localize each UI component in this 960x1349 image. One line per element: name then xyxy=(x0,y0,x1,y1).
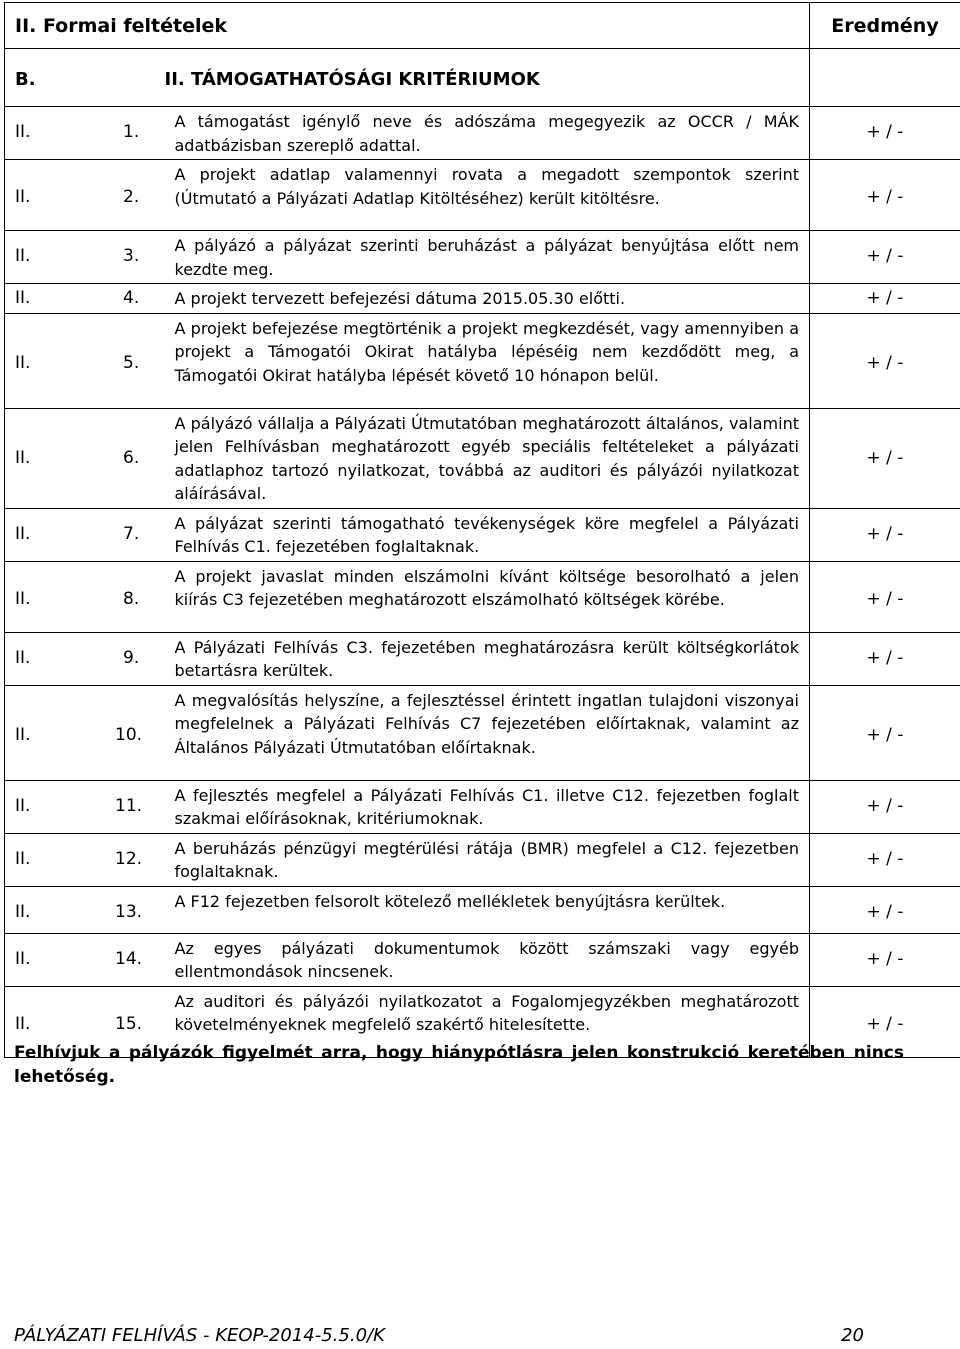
criterion-result: + / - xyxy=(866,122,904,142)
criterion-number-cell xyxy=(5,886,165,933)
criterion-text: A Pályázati Felhívás C3. fejezetében meghatározásra került költségkorlátok betartásra kerültek. xyxy=(165,632,810,685)
criterion-index: 3. xyxy=(123,246,140,266)
table-row xyxy=(5,107,960,160)
criterion-result-cell xyxy=(810,886,960,933)
criterion-result: + / - xyxy=(866,724,904,745)
table-row xyxy=(5,508,960,561)
criterion-result-cell xyxy=(810,685,960,780)
criterion-index: 12. xyxy=(115,848,143,869)
criterion-roman: II. xyxy=(15,724,31,745)
criterion-result: + / - xyxy=(866,795,904,816)
table-row xyxy=(5,833,960,886)
table-row xyxy=(5,408,960,508)
criterion-roman: II. xyxy=(15,647,31,668)
criterion-roman: II. xyxy=(15,122,31,142)
footer-doc-id: PÁLYÁZATI FELHÍVÁS - KEOP-2014-5.5.0/K xyxy=(14,1325,385,1346)
criterion-result: + / - xyxy=(866,588,904,609)
section-result-cell xyxy=(810,49,960,107)
criterion-result-cell xyxy=(810,933,960,986)
criterion-number-cell xyxy=(5,561,165,632)
criterion-number-cell xyxy=(5,313,165,408)
criterion-result: + / - xyxy=(866,901,904,922)
criterion-roman: II. xyxy=(15,1013,31,1034)
criterion-text: A beruházás pénzügyi megtérülési rátája (BMR) megfelel a C12. fejezetben foglaltaknak. xyxy=(165,833,810,886)
table-row xyxy=(5,313,960,408)
criterion-number-cell xyxy=(5,284,165,314)
criterion-index: 14. xyxy=(115,948,143,969)
criterion-result: + / - xyxy=(866,447,904,468)
criterion-result-cell xyxy=(810,313,960,408)
table-row xyxy=(5,886,960,933)
criterion-number-cell xyxy=(5,685,165,780)
page-footer xyxy=(14,1325,864,1346)
table-row xyxy=(5,284,960,314)
criterion-text: A projekt javaslat minden elszámolni kívánt költsége besorolható a jelen kiírás C3 fejezetében meghatározott elszámolható költségek körébe. xyxy=(165,561,810,632)
criterion-result: + / - xyxy=(866,523,904,544)
criterion-text: A projekt adatlap valamennyi rovata a megadott szempontok szerint (Útmutató a Pályázati Adatlap Kitöltéséhez) került kitöltésre. xyxy=(165,160,810,231)
criterion-result-cell xyxy=(810,833,960,886)
criterion-result-cell xyxy=(810,561,960,632)
criterion-text: A fejlesztés megfelel a Pályázati Felhívás C1. illetve C12. fejezetben foglalt szakmai előírásoknak, kritériumoknak. xyxy=(165,780,810,833)
table-row xyxy=(5,685,960,780)
criterion-number-cell xyxy=(5,833,165,886)
criterion-text: A projekt tervezett befejezési dátuma 2015.05.30 előtti. xyxy=(165,284,810,314)
criterion-index: 6. xyxy=(123,447,140,468)
criterion-index: 13. xyxy=(115,901,143,922)
criterion-number-cell xyxy=(5,933,165,986)
criterion-result-cell xyxy=(810,231,960,284)
criterion-result: + / - xyxy=(866,352,904,373)
criterion-number-cell xyxy=(5,632,165,685)
criterion-roman: II. xyxy=(15,948,31,969)
criteria-table xyxy=(4,2,960,1058)
criterion-result: + / - xyxy=(866,187,904,207)
criterion-number-cell xyxy=(5,231,165,284)
criterion-result: + / - xyxy=(866,848,904,869)
table-row xyxy=(5,231,960,284)
criterion-index: 9. xyxy=(123,647,140,668)
table-row xyxy=(5,780,960,833)
table-header-row xyxy=(5,3,960,49)
criterion-index: 11. xyxy=(115,795,143,816)
criterion-index: 7. xyxy=(123,523,140,544)
criterion-number-cell xyxy=(5,107,165,160)
criterion-index: 15. xyxy=(115,1013,143,1034)
criterion-result: + / - xyxy=(866,647,904,668)
criterion-result-cell xyxy=(810,780,960,833)
criterion-result: + / - xyxy=(866,948,904,969)
criterion-roman: II. xyxy=(15,288,31,308)
table-title: II. Formai feltételek xyxy=(5,3,810,49)
criterion-index: 8. xyxy=(123,588,140,609)
criterion-text: A pályázat szerinti támogatható tevékenységek köre megfelel a Pályázati Felhívás C1. fejezetében foglaltaknak. xyxy=(165,508,810,561)
criterion-number-cell xyxy=(5,508,165,561)
criterion-index: 2. xyxy=(123,187,140,207)
criterion-roman: II. xyxy=(15,848,31,869)
criterion-text: Az egyes pályázati dokumentumok között számszaki vagy egyéb ellentmondások nincsenek. xyxy=(165,933,810,986)
criterion-text: A megvalósítás helyszíne, a fejlesztéssel érintett ingatlan tulajdoni viszonyai megfelelnek a Pályázati Felhívás C7 fejezetében előírtaknak, valamint az Általános Pályázati Útmutatóban előírtaknak. xyxy=(165,685,810,780)
criterion-result: + / - xyxy=(866,1013,904,1034)
section-title: II. TÁMOGATHATÓSÁGI KRITÉRIUMOK xyxy=(165,49,810,107)
criterion-number-cell xyxy=(5,408,165,508)
criterion-text: A támogatást igénylő neve és adószáma megegyezik az OCCR / MÁK adatbázisban szereplő adattal. xyxy=(165,107,810,160)
criterion-number-cell xyxy=(5,780,165,833)
table-row xyxy=(5,561,960,632)
criterion-roman: II. xyxy=(15,447,31,468)
criterion-roman: II. xyxy=(15,187,31,207)
criterion-index: 1. xyxy=(123,122,140,142)
criterion-result-cell xyxy=(810,508,960,561)
table-row xyxy=(5,632,960,685)
page-number: 20 xyxy=(841,1325,864,1346)
table-row xyxy=(5,160,960,231)
criterion-roman: II. xyxy=(15,246,31,266)
criterion-text: A projekt befejezése megtörténik a projekt megkezdését, vagy amennyiben a projekt a Támogatói Okirat hatályba lépéséig nem kezdődött meg, a Támogatói Okirat hatályba lépését követő 10 hónapon belül. xyxy=(165,313,810,408)
section-letter: B. xyxy=(5,49,165,107)
criterion-roman: II. xyxy=(15,523,31,544)
criterion-roman: II. xyxy=(15,901,31,922)
notice-text: Felhívjuk a pályázók figyelmét arra, hogy hiánypótlásra jelen konstrukció keretében nincs lehetőség. xyxy=(14,1043,904,1087)
criterion-text: Az auditori és pályázói nyilatkozatot a Fogalomjegyzékben meghatározott követelményeknek megfelelő szakértő hitelesítette. xyxy=(165,986,810,1057)
criterion-roman: II. xyxy=(15,352,31,373)
criteria-rows xyxy=(5,107,960,1058)
criterion-index: 5. xyxy=(123,352,140,373)
criterion-result-cell xyxy=(810,632,960,685)
section-row xyxy=(5,49,960,107)
criterion-number-cell xyxy=(5,160,165,231)
criterion-index: 10. xyxy=(115,724,143,745)
table-row xyxy=(5,933,960,986)
criterion-result-cell xyxy=(810,107,960,160)
criterion-result-cell xyxy=(810,160,960,231)
criterion-text: A F12 fejezetben felsorolt kötelező mellékletek benyújtásra kerültek. xyxy=(165,886,810,933)
criterion-roman: II. xyxy=(15,588,31,609)
criterion-result: + / - xyxy=(866,246,904,266)
criterion-roman: II. xyxy=(15,795,31,816)
result-column-header: Eredmény xyxy=(810,3,960,49)
criterion-result: + / - xyxy=(866,288,904,308)
criterion-result-cell xyxy=(810,284,960,314)
criterion-text: A pályázó vállalja a Pályázati Útmutatóban meghatározott általános, valamint jelen Felhívásban meghatározott egyéb speciális feltételeket a pályázati adatlaphoz tartozó nyilatkozat, továbbá az auditori és pályázói nyilatkozat aláírásával. xyxy=(165,408,810,508)
criterion-text: A pályázó a pályázat szerinti beruházást a pályázat benyújtása előtt nem kezdte meg. xyxy=(165,231,810,284)
criterion-index: 4. xyxy=(123,288,140,308)
criterion-result-cell xyxy=(810,408,960,508)
